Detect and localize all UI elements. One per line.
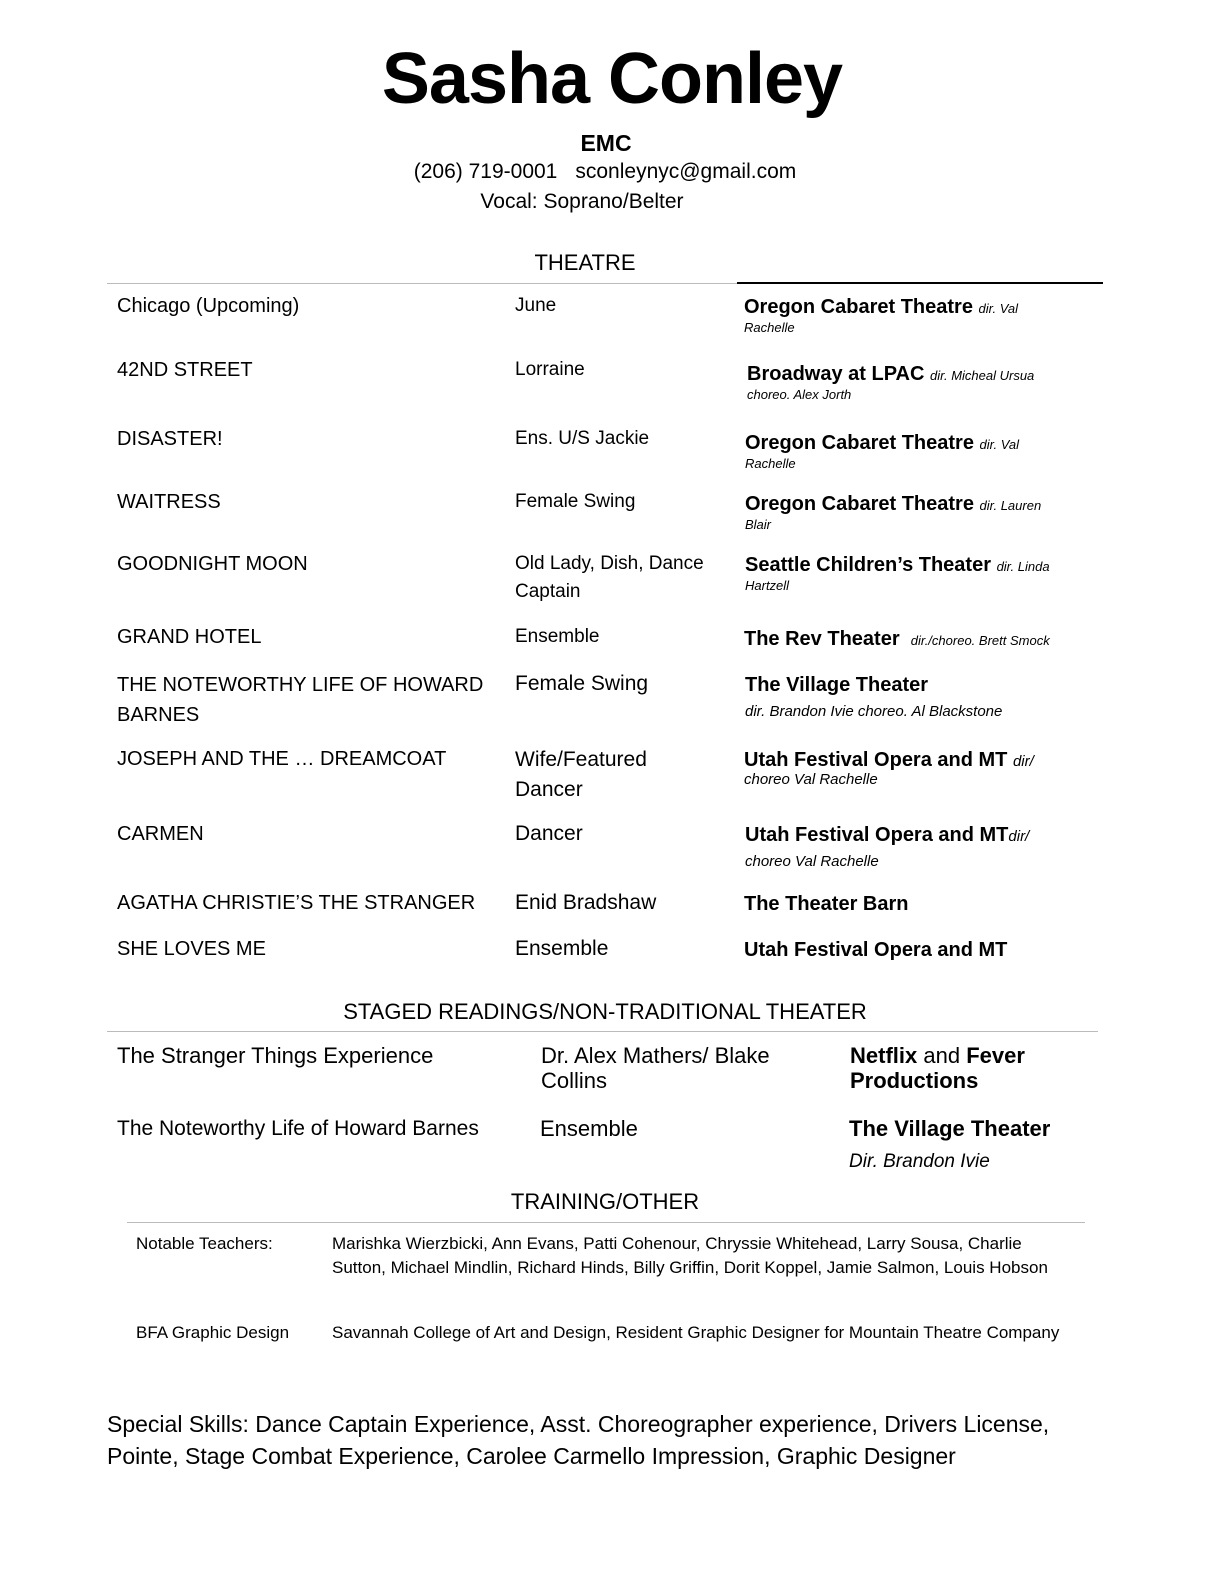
theatre-show: DISASTER!	[117, 428, 223, 450]
staged-role: Ensemble	[540, 1116, 638, 1141]
training-text: Marishka Wierzbicki, Ann Evans, Patti Cohenour, Chryssie Whitehead, Larry Sousa, Charlie Sutton, Michael Mindlin, Richard Hinds, Billy Griffin, Dorit Koppel, Jamie Salmon, Louis Hobson	[332, 1234, 1048, 1277]
venue-name: The Village Theater	[745, 674, 929, 696]
venue-conjunction: and	[917, 1043, 967, 1068]
email-address: sconleynyc@gmail.com	[575, 160, 797, 183]
staged-section-title: STAGED READINGS/NON-TRADITIONAL THEATER	[343, 999, 867, 1024]
venue-director: dir./choreo. Brett Smock	[910, 633, 1050, 648]
theatre-venue	[745, 674, 1090, 722]
theatre-role: Ens. U/S Jackie	[515, 428, 650, 449]
staged-venue	[849, 1116, 1109, 1174]
theatre-divider	[107, 283, 737, 284]
special-skills: Special Skills: Dance Captain Experience, Asst. Choreographer experience, Drivers License, Pointe, Stage Combat Experience, Carolee Carmello Impression, Graphic Designer	[107, 1411, 1050, 1469]
venue-director: dir. Val	[978, 301, 1019, 316]
theatre-show: THE NOTEWORTHY LIFE OF HOWARD BARNES	[117, 674, 484, 726]
venue-name: The Rev Theater	[744, 628, 900, 650]
theatre-role: Lorraine	[515, 359, 585, 380]
venue-director-cont: Blair	[745, 517, 772, 532]
theatre-section-title: THEATRE	[534, 250, 636, 275]
venue-director-cont: Rachelle	[745, 456, 796, 471]
venue-director: dir. Linda	[996, 559, 1050, 574]
venue-director-cont: Hartzell	[745, 578, 790, 593]
venue-name: The Village Theater	[849, 1116, 1051, 1141]
venue-director: dir/	[1008, 828, 1030, 845]
theatre-show: AGATHA CHRISTIE’S THE STRANGER	[117, 892, 476, 914]
staged-divider	[107, 1031, 1098, 1032]
theatre-venue	[745, 824, 1100, 872]
theatre-venue	[744, 628, 1099, 652]
theatre-venue	[745, 493, 1090, 533]
theatre-role: Female Swing	[515, 672, 649, 695]
vocal-range: Vocal: Soprano/Belter	[480, 190, 684, 213]
venue-name-secondary: Fever Productions	[850, 1043, 1025, 1093]
theatre-venue	[745, 432, 1090, 472]
venue-name: Utah Festival Opera and MT	[745, 824, 1009, 846]
venue-name: Netflix	[850, 1043, 918, 1068]
venue-director: dir. Micheal Ursua	[930, 368, 1035, 383]
venue-director-cont: dir. Brandon Ivie choreo. Al Blackstone	[745, 703, 1003, 720]
venue-name: Broadway at LPAC	[747, 363, 925, 385]
staged-venue	[850, 1043, 1080, 1093]
theatre-show: WAITRESS	[117, 491, 221, 513]
venue-name: The Theater Barn	[744, 893, 909, 915]
venue-name: Utah Festival Opera and MT	[744, 749, 1008, 771]
venue-name: Oregon Cabaret Theatre	[745, 432, 974, 454]
venue-director: Dir. Brandon Ivie	[849, 1151, 990, 1172]
theatre-venue	[744, 893, 1089, 915]
venue-director: dir. Lauren	[979, 498, 1042, 513]
venue-director-cont: choreo. Alex Jorth	[747, 387, 852, 402]
theatre-show: CARMEN	[117, 823, 204, 845]
training-label: Notable Teachers:	[136, 1234, 273, 1253]
theatre-divider-dark	[737, 282, 1103, 284]
training-text: Savannah College of Art and Design, Resident Graphic Designer for Mountain Theatre Company	[332, 1323, 1060, 1342]
venue-director: dir. Val	[979, 437, 1020, 452]
theatre-role: Old Lady, Dish, Dance Captain	[515, 553, 704, 602]
theatre-show: GRAND HOTEL	[117, 626, 262, 648]
theatre-venue	[744, 749, 1099, 787]
resume-name: Sasha Conley	[381, 39, 843, 119]
theatre-role: Ensemble	[515, 937, 609, 960]
theatre-show: GOODNIGHT MOON	[117, 553, 308, 575]
training-section-title: TRAINING/OTHER	[510, 1189, 700, 1214]
theatre-role: Dancer	[515, 822, 583, 845]
theatre-role: Ensemble	[515, 626, 600, 647]
training-label: BFA Graphic Design	[136, 1323, 290, 1342]
theatre-role: Enid Bradshaw	[515, 891, 657, 914]
training-divider	[127, 1222, 1085, 1223]
staged-role: Dr. Alex Mathers/ Blake Collins	[541, 1043, 770, 1093]
theatre-show: Chicago (Upcoming)	[117, 295, 300, 317]
venue-name: Utah Festival Opera and MT	[744, 939, 1008, 961]
theatre-role: Female Swing	[515, 491, 636, 512]
theatre-venue	[744, 296, 1089, 336]
venue-director-cont: Rachelle	[744, 320, 795, 335]
theatre-show: SHE LOVES ME	[117, 938, 266, 960]
contact-line	[0, 160, 1210, 184]
theatre-venue	[745, 554, 1090, 594]
theatre-venue	[744, 939, 1089, 961]
theatre-show: 42ND STREET	[117, 359, 253, 381]
phone-number: (206) 719-0001	[413, 160, 558, 183]
theatre-role: June	[515, 295, 557, 316]
staged-show: The Noteworthy Life of Howard Barnes	[117, 1117, 479, 1140]
venue-director-cont: choreo Val Rachelle	[745, 853, 879, 870]
union-status: EMC	[580, 130, 632, 156]
venue-director-cont: choreo Val Rachelle	[744, 771, 878, 788]
venue-name: Oregon Cabaret Theatre	[744, 296, 973, 318]
theatre-role: Wife/Featured Dancer	[515, 748, 647, 801]
theatre-venue	[747, 363, 1092, 403]
venue-director: dir/	[1012, 753, 1034, 770]
staged-show: The Stranger Things Experience	[117, 1043, 434, 1068]
venue-name: Seattle Children’s Theater	[745, 554, 991, 576]
venue-name: Oregon Cabaret Theatre	[745, 493, 974, 515]
theatre-show: JOSEPH AND THE … DREAMCOAT	[117, 748, 447, 770]
